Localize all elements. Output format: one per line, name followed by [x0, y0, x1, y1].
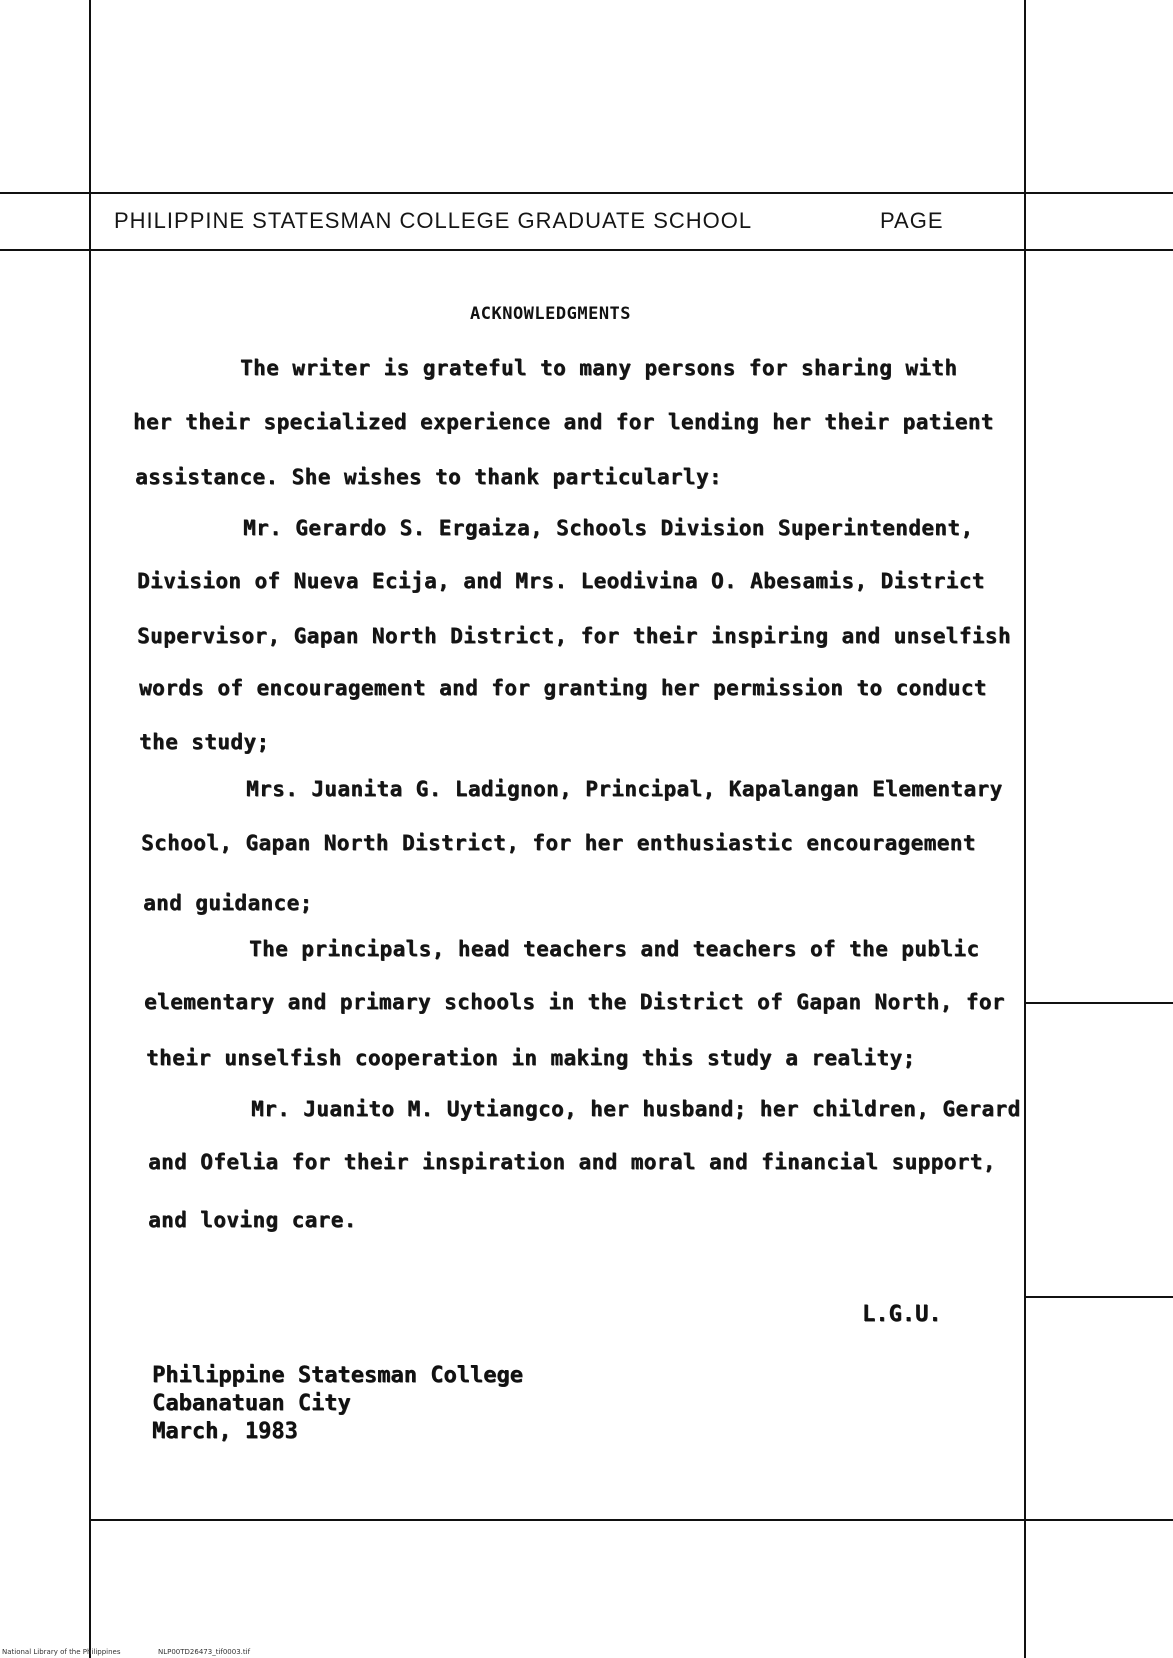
body-line: words of encouragement and for granting her permission to conduct	[139, 676, 987, 700]
body-line: School, Gapan North District, for her enthusiastic encouragement	[141, 831, 976, 855]
body-line: Mrs. Juanita G. Ladignon, Principal, Kapalangan Elementary	[246, 777, 1003, 801]
body-line: Mr. Juanito M. Uytiangco, her husband; her children, Gerard	[251, 1097, 1021, 1121]
body-line: their unselfish cooperation in making this study a reality;	[146, 1046, 916, 1070]
right-edge-mark-2	[1026, 1296, 1173, 1298]
scan-file-id: NLP00TD26473_tif0003.tif	[158, 1648, 251, 1656]
page-label: PAGE	[880, 208, 944, 233]
body-line: elementary and primary schools in the District of Gapan North, for	[144, 990, 1005, 1014]
header-bottom-rule	[0, 249, 1173, 251]
body-line: and loving care.	[148, 1208, 357, 1232]
body-line: assistance. She wishes to thank particularly:	[135, 465, 722, 489]
header-top-rule	[0, 192, 1173, 194]
body-line: Mr. Gerardo S. Ergaiza, Schools Division Superintendent,	[243, 516, 974, 540]
signature-line: Cabanatuan City	[152, 1391, 351, 1416]
body-line: The writer is grateful to many persons for sharing with	[240, 356, 958, 380]
signature-line: March, 1983	[152, 1419, 298, 1444]
body-line: her their specialized experience and for lending her their patient	[133, 410, 994, 434]
body-line: and Ofelia for their inspiration and moral and financial support,	[148, 1150, 996, 1174]
body-line: Supervisor, Gapan North District, for their inspiring and unselfish	[137, 624, 1011, 648]
body-line: and guidance;	[143, 891, 313, 915]
library-credit: National Library of the Philippines	[2, 1648, 121, 1656]
page-title: ACKNOWLEDGMENTS	[470, 304, 632, 324]
signature-line: Philippine Statesman College	[152, 1363, 523, 1388]
body-line: Division of Nueva Ecija, and Mrs. Leodivina O. Abesamis, District	[137, 569, 985, 593]
body-line: the study;	[139, 730, 270, 754]
body-line: The principals, head teachers and teachers of the public	[249, 937, 980, 961]
author-initials: L.G.U.	[862, 1302, 942, 1327]
right-edge-mark-1	[1026, 1002, 1173, 1004]
footer-rule	[89, 1519, 1173, 1521]
school-header: PHILIPPINE STATESMAN COLLEGE GRADUATE SCHOOL	[114, 208, 753, 233]
